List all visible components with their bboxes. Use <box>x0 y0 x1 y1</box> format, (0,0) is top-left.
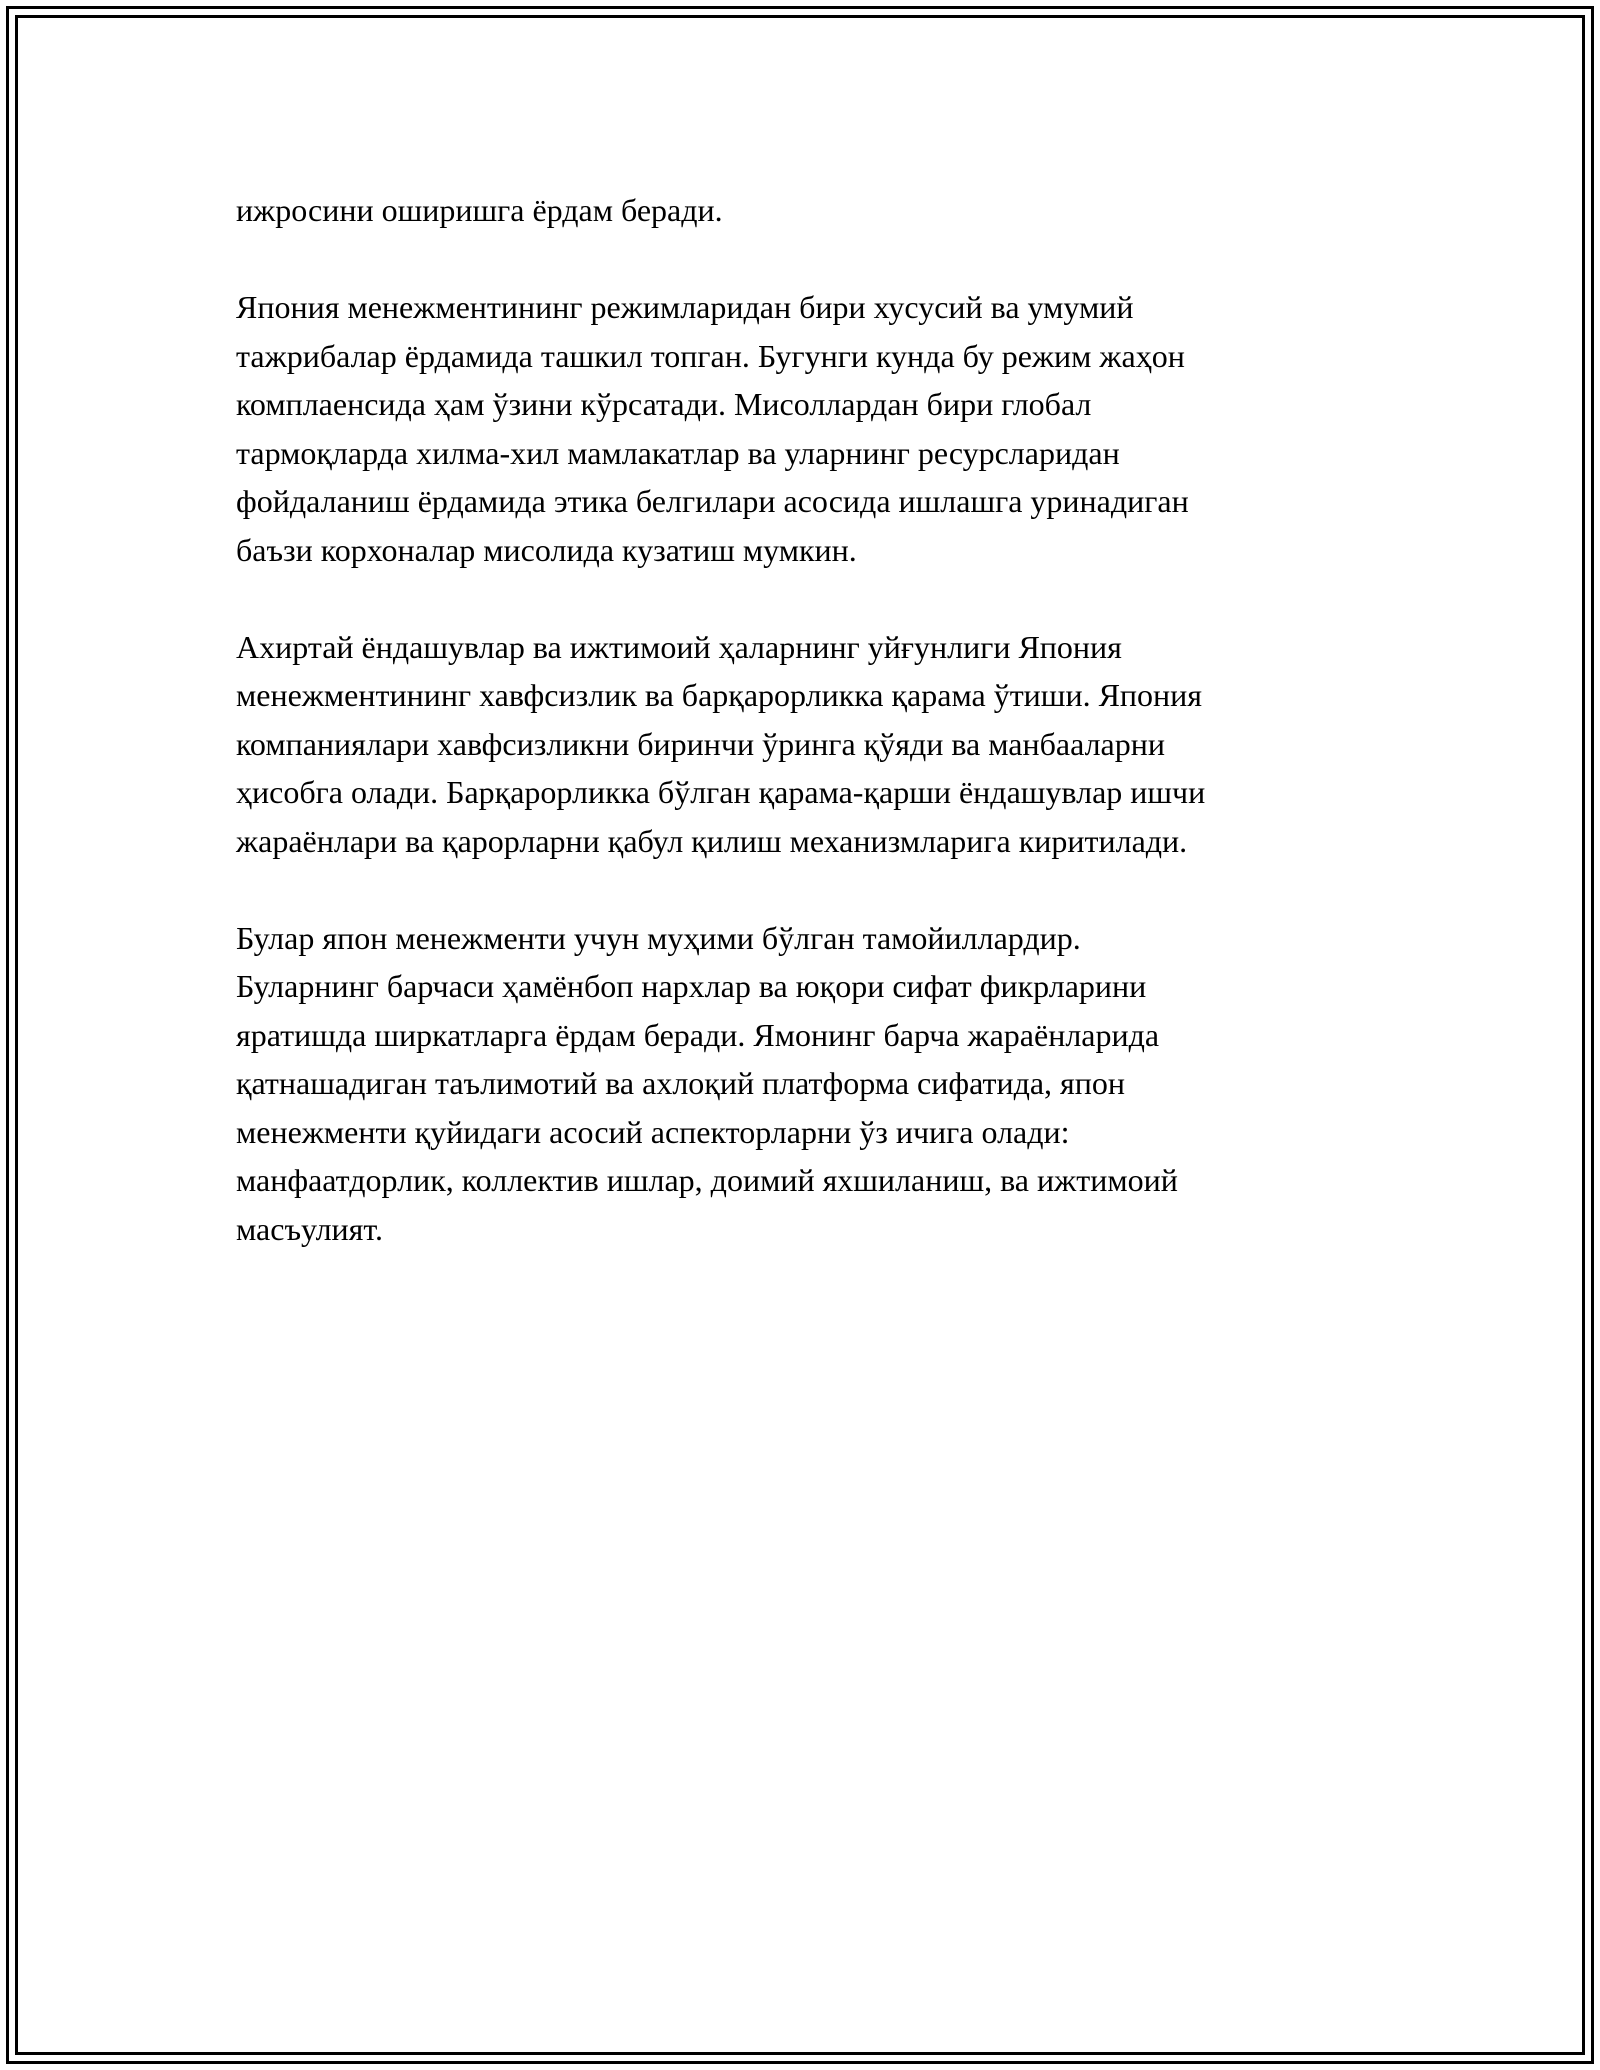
text-line: менежменти қуйидаги асосий аспекторларни ўз ичига олади: <box>236 1113 1070 1150</box>
text-line: қатнашадиган таълимотий ва ахлоқий платформа сифатида, япон <box>236 1065 1126 1101</box>
text-line: комплаенсида ҳам ўзини кўрсатади. Мисоллардан бири глобал <box>236 386 1092 422</box>
text-line: Япония менежментининг режимларидан бири хусусий ва умумий <box>236 289 1134 325</box>
text-line: Булар япон менежменти учун муҳими бўлган тамойиллардир. <box>236 919 1081 956</box>
text-line: компаниялари хавфсизликни биринчи ўринга қўяди ва манбааларни <box>236 725 1165 762</box>
text-line: жараёнлари ва қарорларни қабул қилиш механизмларига киритилади. <box>236 822 1188 859</box>
text-line: баъзи корхоналар мисолида кузатиш мумкин. <box>236 531 857 568</box>
text-line: манфаатдорлик, коллектив ишлар, доимий яхшиланиш, ва ижтимоий <box>236 1162 1178 1198</box>
paragraph-2 <box>236 283 1366 574</box>
paragraph-4 <box>236 914 1366 1254</box>
text-line: масъулият. <box>236 1210 383 1247</box>
text-line: тармоқларда хилма-хил мамлакатлар ва уларнинг ресурсларидан <box>236 434 1120 471</box>
paragraph-3 <box>236 623 1366 866</box>
text-line: яратишда ширкатларга ёрдам беради. Ямонинг барча жараёнларида <box>236 1016 1160 1053</box>
text-line: тажрибалар ёрдамида ташкил топган. Бугунги кунда бу режим жаҳон <box>236 337 1185 374</box>
document-body <box>236 186 1366 1302</box>
text-line: менежментининг хавфсизлик ва барқарорликка қарама ўтиши. Япония <box>236 677 1202 713</box>
text-line: Ахиртай ёндашувлар ва ижтимоий ҳаларнинг уйғунлиги Япония <box>236 628 1122 665</box>
text-line: Буларнинг барчаси ҳамёнбоп нархлар ва юқори сифат фикрларини <box>236 968 1147 1004</box>
text-line: ҳисобга олади. Барқарорликка бўлган қарама-қарши ёндашувлар ишчи <box>236 774 1206 810</box>
text-line: ижросини оширишга ёрдам беради. <box>236 192 723 228</box>
text-line: фойдаланиш ёрдамида этика белгилари асосида ишлашга уринадиган <box>236 483 1189 519</box>
paragraph-1 <box>236 186 1366 235</box>
